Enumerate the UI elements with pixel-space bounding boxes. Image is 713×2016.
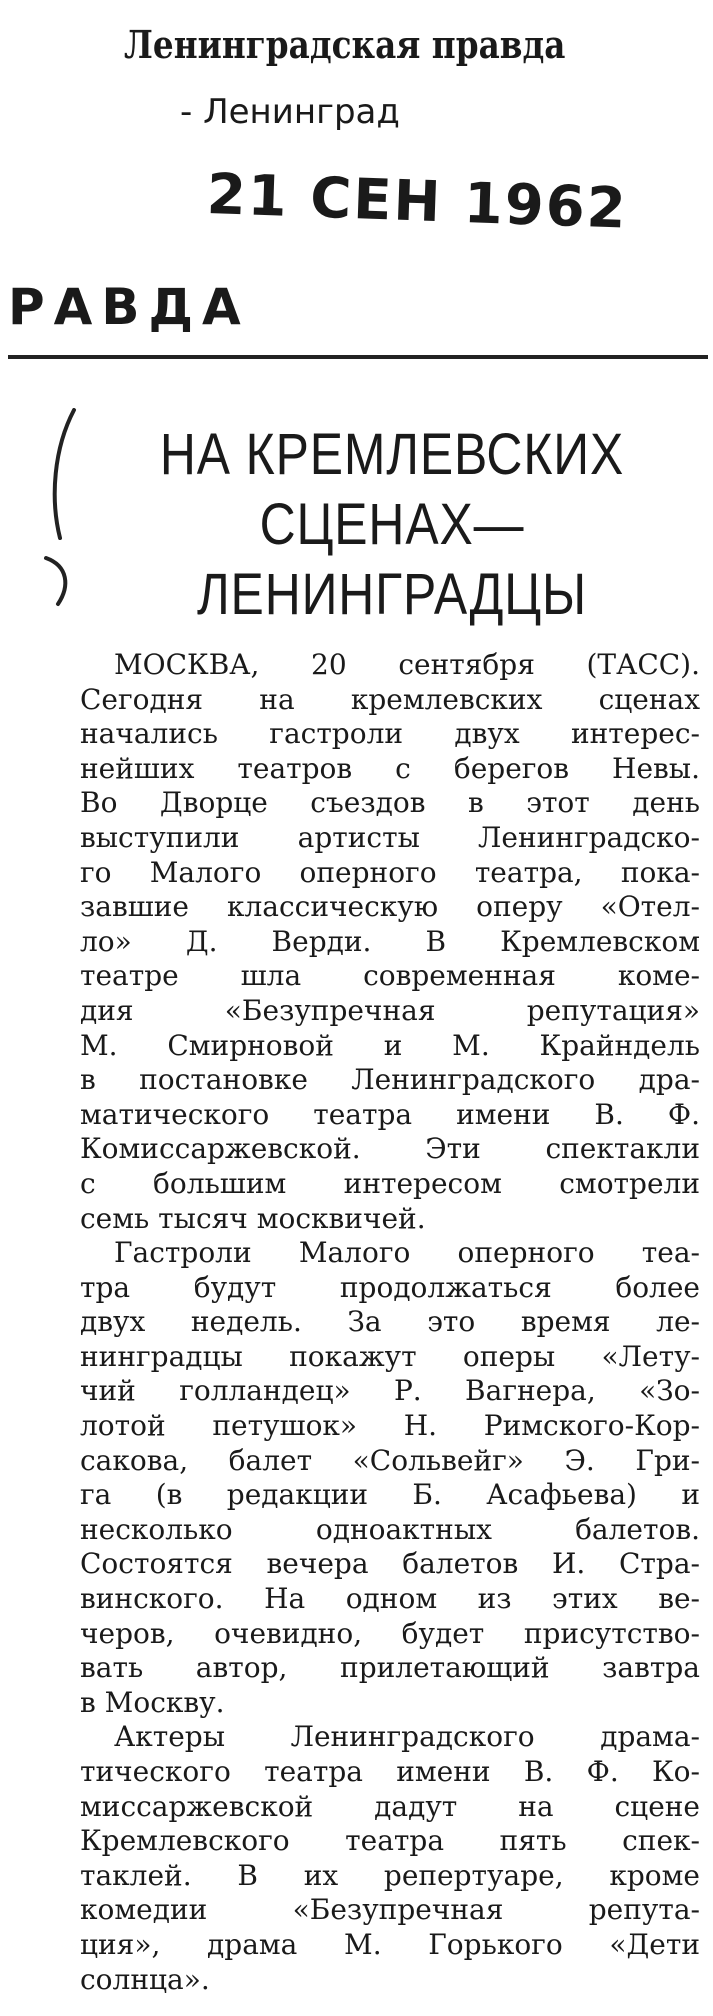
article-line: нинградцы покажут оперы «Лету- [80, 1339, 700, 1373]
article-line: миссаржевской дадут на сцене [80, 1789, 700, 1823]
article-line: Состоятся вечера балетов И. Стра- [80, 1547, 700, 1581]
stamp-date: 21 СЕН 1962 [205, 162, 629, 242]
article-line: вать автор, прилетающий завтра [80, 1651, 700, 1685]
article-line: с большим интересом смотрели [80, 1166, 700, 1200]
article-line: га (в редакции Б. Асафьева) и [80, 1478, 700, 1512]
article-line: театре шла современная коме- [80, 959, 700, 993]
article-line: солнца». [80, 1962, 210, 1996]
masthead-rule [8, 355, 708, 359]
headline-line-1: НА КРЕМЛЕВСКИХ [159, 422, 625, 487]
article-line: дия «Безупречная репутация» [80, 993, 700, 1027]
headline-line-3: ЛЕНИНГРАДЦЫ [196, 562, 588, 627]
headline [134, 420, 650, 630]
article-line: в постановке Ленинградского дра- [80, 1063, 700, 1097]
article-line: Актеры Ленинградского драма- [114, 1720, 700, 1754]
article-line: матического театра имени В. Ф. [80, 1097, 700, 1131]
article-line: тического театра имени В. Ф. Ко- [80, 1755, 700, 1788]
article-line: Во Дворце съездов в этот день [80, 786, 700, 820]
article-line: семь тысяч москвичей. [80, 1201, 426, 1235]
article-line: чий голландец» Р. Вагнера, «Зо- [80, 1374, 700, 1408]
article-line: в Москву. [80, 1685, 225, 1719]
article-line: лотой петушок» Н. Римского-Кор- [80, 1409, 700, 1443]
article-line: таклей. В их репертуаре, кроме [80, 1858, 700, 1892]
article-line: нейших театров с берегов Невы. [80, 751, 700, 785]
article-line: го Малого оперного театра, пока- [80, 855, 700, 889]
article-line: Комиссаржевской. Эти спектакли [80, 1132, 700, 1166]
handwritten-bracket-mark [40, 408, 100, 618]
article-line: МОСКВА, 20 сентября (ТАСС). [114, 648, 700, 681]
stamp-newspaper-name: Ленинградская правда [124, 22, 566, 67]
article-line: Гастроли Малого оперного теа- [114, 1236, 700, 1270]
article-line: несколько одноактных балетов. [80, 1512, 700, 1546]
article-line: ло» Д. Верди. В Кремлевском [80, 924, 700, 958]
article-line: двух недель. За это время ле- [80, 1305, 700, 1339]
article-line: начались гастроли двух интерес- [80, 717, 700, 751]
headline-line-2: СЦЕНАХ— [259, 492, 525, 557]
article-line: ция», драма М. Горького «Дети [80, 1927, 700, 1961]
article-line: М. Смирновой и М. Крайндель [80, 1028, 700, 1062]
article-line: винского. На одном из этих ве- [80, 1582, 700, 1616]
article-line: выступили артисты Ленинградско- [80, 820, 700, 854]
article-body [80, 648, 700, 1997]
article-line: тра будут продолжаться более [80, 1270, 700, 1304]
article-line: сакова, балет «Сольвейг» Э. Гри- [80, 1443, 700, 1477]
article-line: комедии «Безупречная репута- [80, 1893, 700, 1927]
article-line: завшие классическую оперу «Отел- [80, 890, 700, 924]
masthead-fragment: РАВДА [8, 278, 250, 336]
article-line: Сегодня на кремлевских сценах [80, 682, 700, 716]
article-line: Кремлевского театра пять спек- [80, 1824, 700, 1858]
article-line: черов, очевидно, будет присутство- [80, 1616, 700, 1650]
stamp-city: - Ленинград [180, 92, 400, 132]
